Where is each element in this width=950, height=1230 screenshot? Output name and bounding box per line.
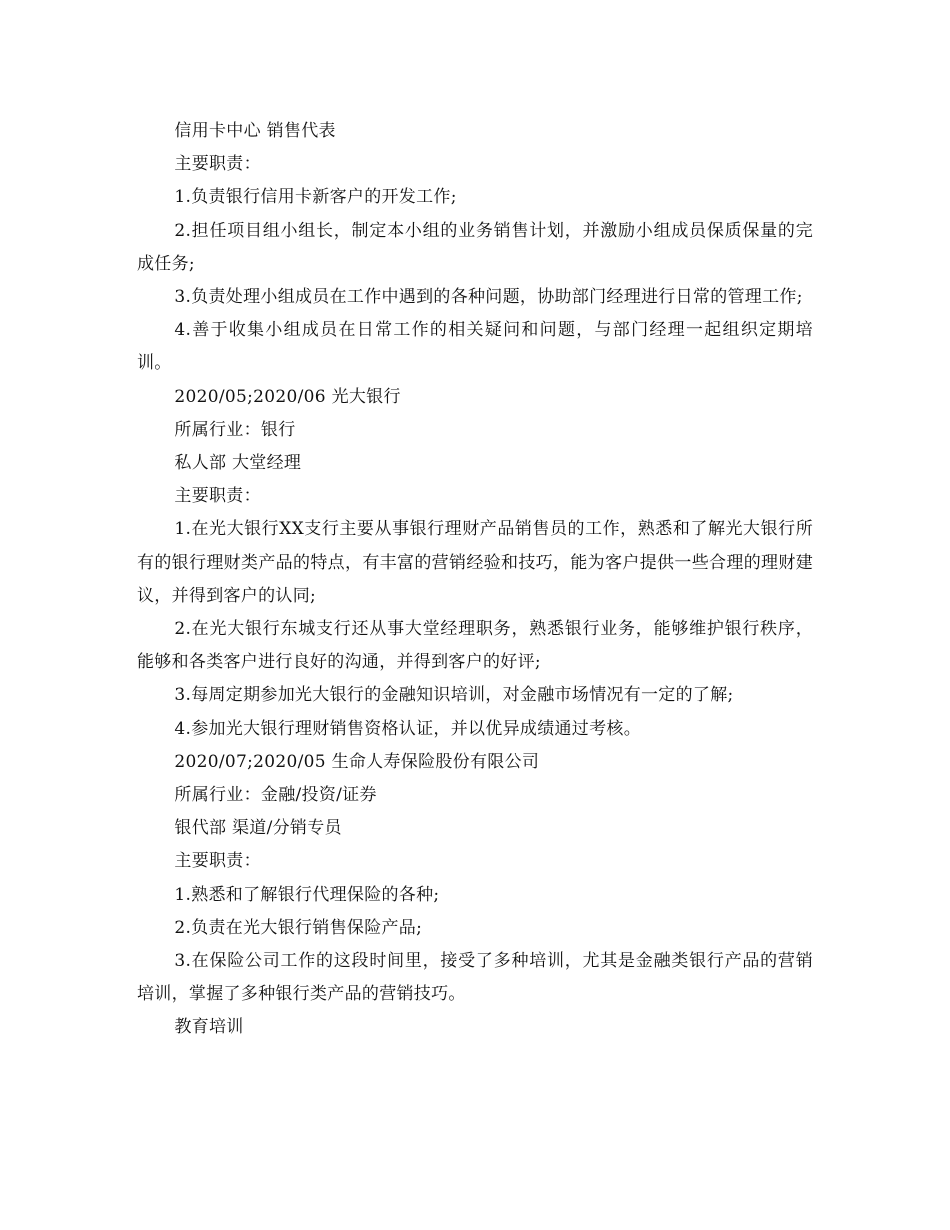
paragraph: 信用卡中心 销售代表 [174, 121, 336, 141]
paragraph: 1.在光大银行XX支行主要从事银行理财产品销售员的工作，熟悉和了解光大银行所有的银行理财类产品的特点，有丰富的营销经验和技巧，能为客户提供一些合理的理财建议，并得到客户的认同; [137, 519, 813, 606]
paragraph: 2020/05;2020/06 光大银行 [174, 386, 401, 407]
paragraph: 私人部 大堂经理 [174, 453, 302, 474]
paragraph: 所属行业：金融/投资/证券 [174, 785, 377, 806]
paragraph: 教育培训 [174, 1017, 244, 1038]
paragraph: 2.在光大银行东城支行还从事大堂经理职务，熟悉银行业务，能够维护银行秩序，能够和各类客户进行良好的沟通，并得到客户的好评; [137, 619, 813, 673]
paragraph: 1.负责银行信用卡新客户的开发工作; [174, 187, 457, 208]
paragraph: 主要职责： [174, 486, 261, 507]
paragraph: 银代部 渠道/分销专员 [174, 818, 342, 839]
paragraph: 主要职责： [174, 851, 261, 872]
paragraph: 3.每周定期参加光大银行的金融知识培训，对金融市场情况有一定的了解; [174, 685, 734, 706]
paragraph: 主要职责： [174, 154, 261, 175]
paragraph: 2.负责在光大银行销售保险产品; [174, 917, 423, 938]
paragraph: 3.在保险公司工作的这段时间里，接受了多种培训，尤其是金融类银行产品的营销培训，掌握了多种银行类产品的营销技巧。 [137, 951, 813, 1005]
paragraph: 2020/07;2020/05 生命人寿保险股份有限公司 [174, 751, 540, 772]
paragraph: 4.善于收集小组成员在日常工作的相关疑问和问题，与部门经理一起组织定期培训。 [137, 320, 813, 374]
paragraph: 所属行业：银行 [174, 419, 296, 440]
paragraph: 2.担任项目组小组长，制定本小组的业务销售计划，并激励小组成员保质保量的完成任务; [137, 220, 813, 274]
paragraph: 4.参加光大银行理财销售资格认证，并以优异成绩通过考核。 [174, 718, 642, 739]
paragraph: 3.负责处理小组成员在工作中遇到的各种问题，协助部门经理进行日常的管理工作; [174, 287, 803, 308]
document-body [137, 115, 813, 1045]
paragraph: 1.熟悉和了解银行代理保险的各种; [174, 884, 440, 905]
